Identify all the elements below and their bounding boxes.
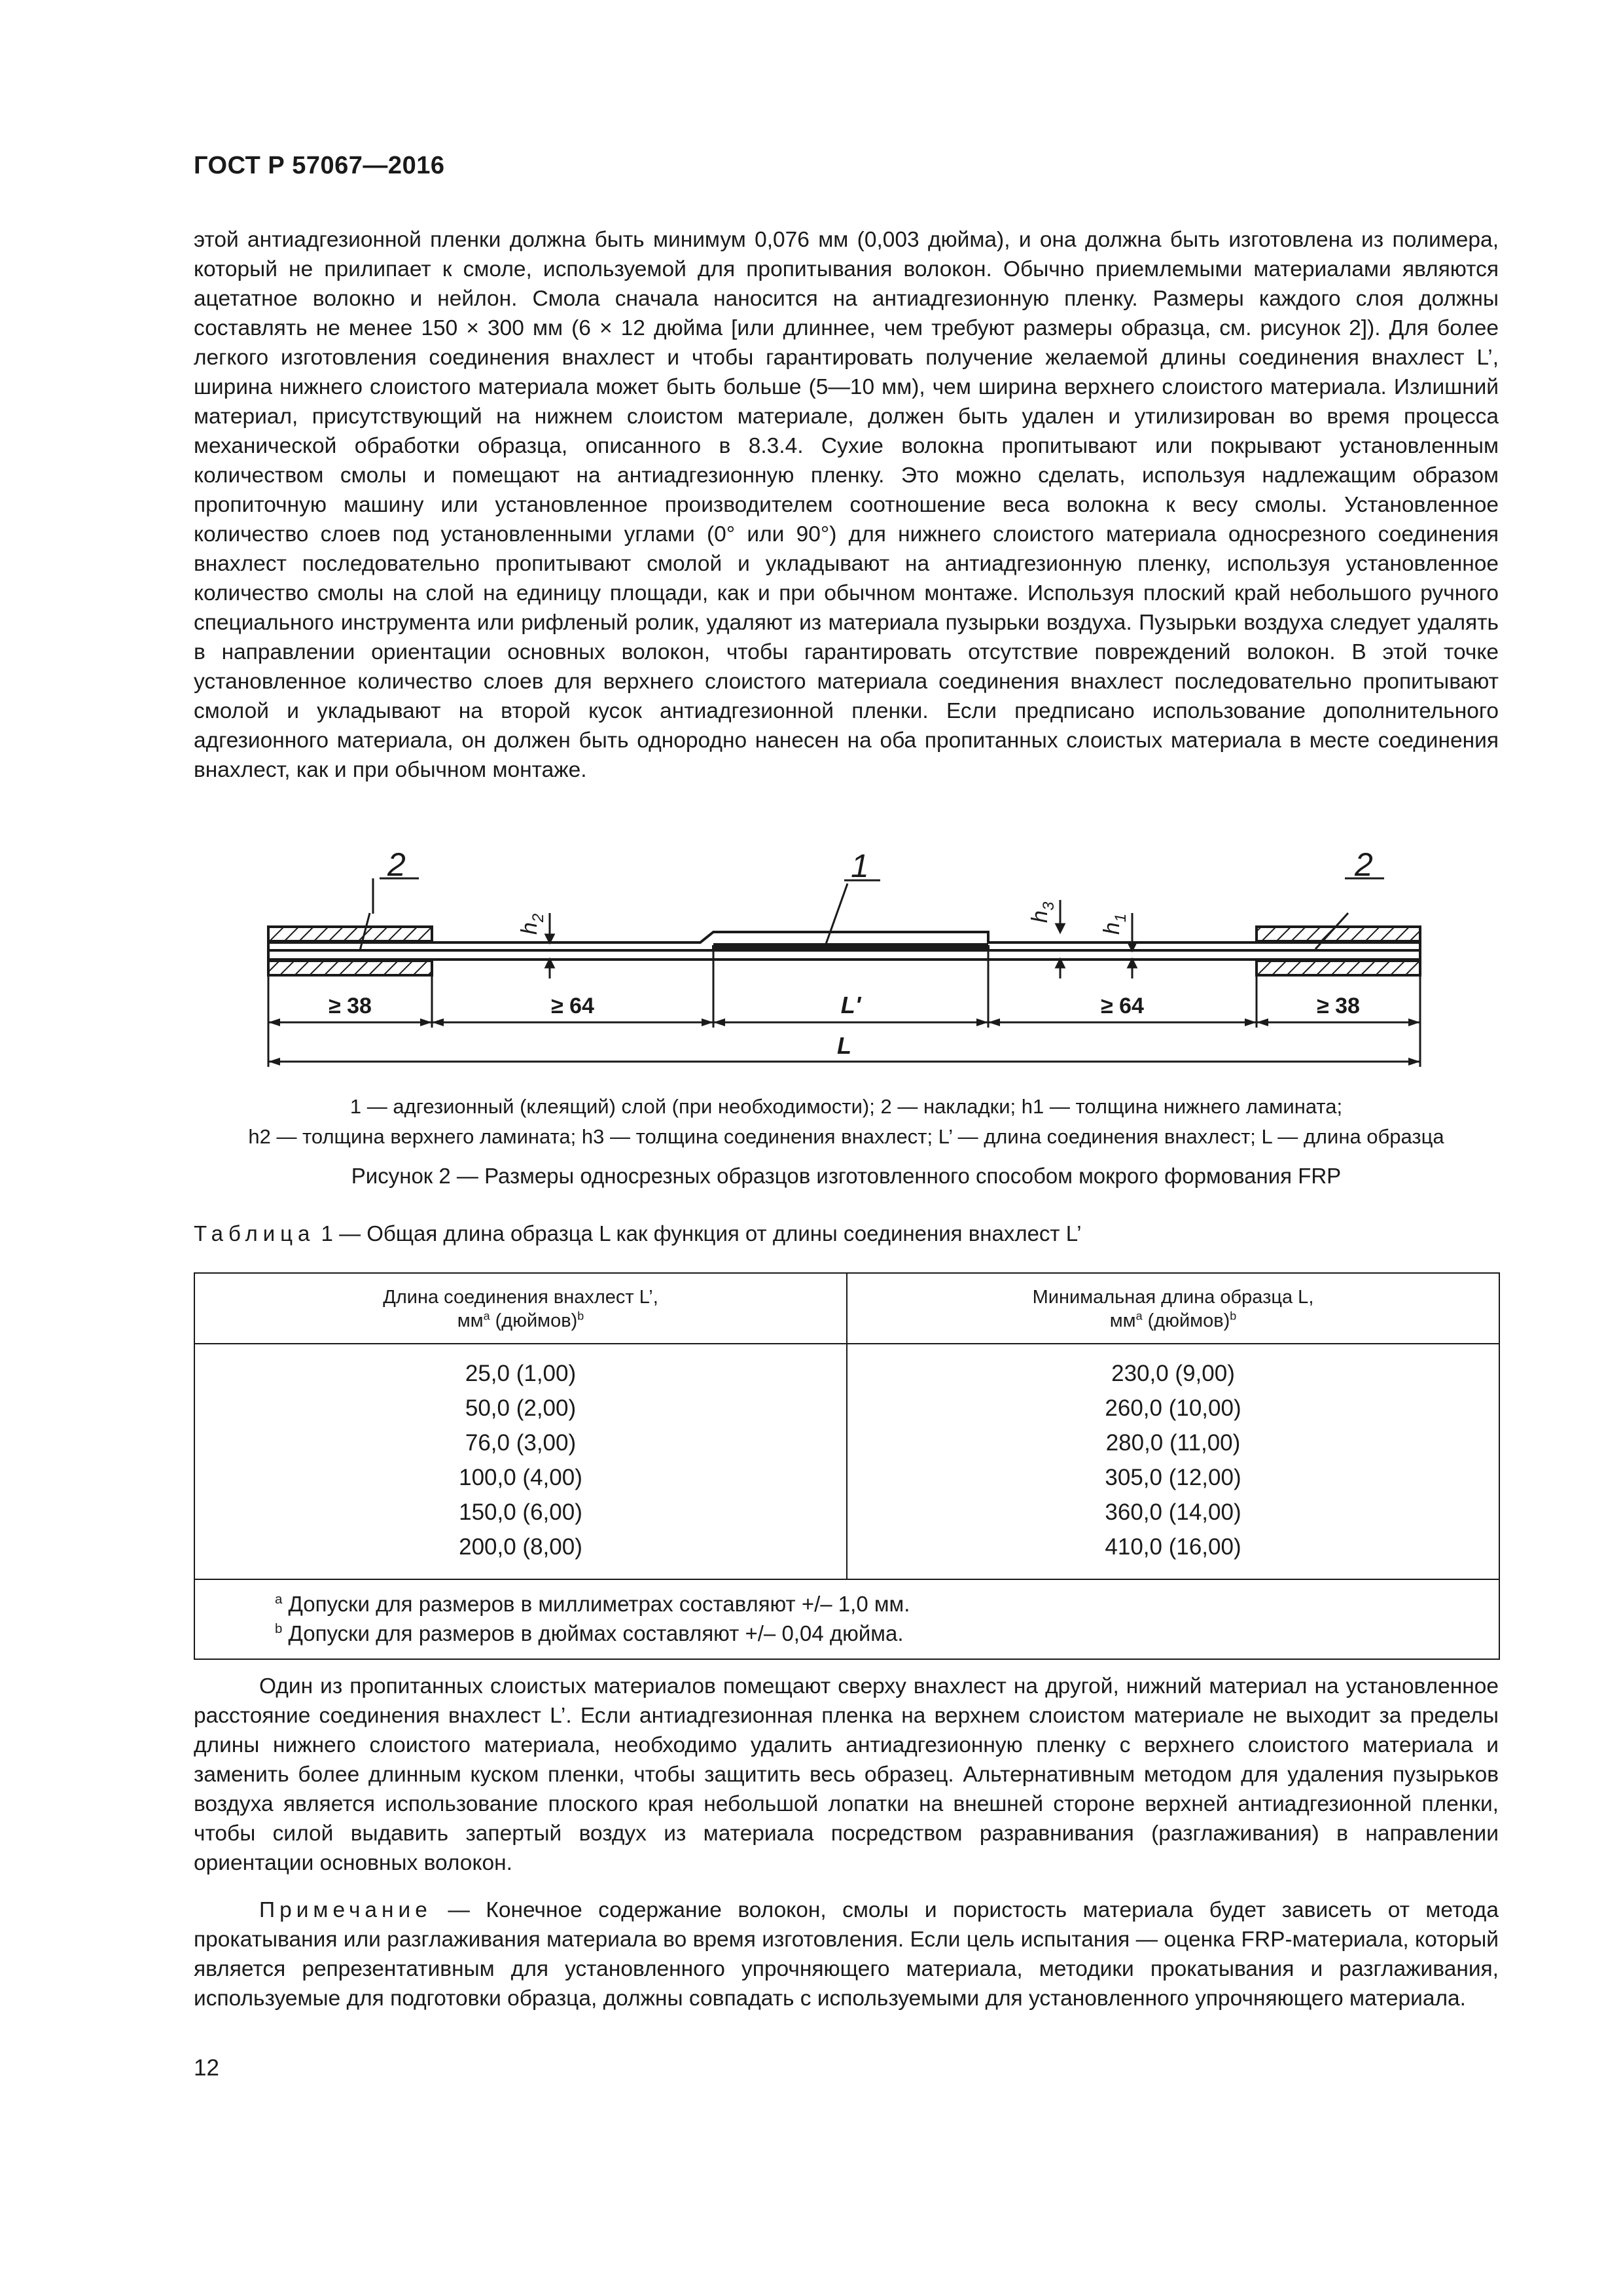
dim-38-right: ≥ 38 bbox=[1317, 994, 1360, 1018]
dim-38-left: ≥ 38 bbox=[329, 994, 372, 1018]
document-header: ГОСТ Р 57067—2016 bbox=[194, 152, 445, 179]
table-cell: 305,0 (12,00) bbox=[1105, 1465, 1241, 1490]
table-caption bbox=[194, 1221, 1082, 1246]
label-h1: $h_1$ bbox=[1099, 913, 1130, 935]
figure-2-specimen-diagram bbox=[255, 851, 1466, 1073]
table-caption-word: Таблица bbox=[194, 1221, 315, 1246]
figure-legend-line-2: h2 — толщина верхнего ламината; h3 — толщина соединения внахлест; L’ — длина соединения внахлест; L — длина образца bbox=[248, 1125, 1444, 1148]
dim-64-left: ≥ 64 bbox=[551, 994, 594, 1018]
table-cell: 280,0 (11,00) bbox=[1105, 1430, 1241, 1456]
table-cell: 50,0 (2,00) bbox=[465, 1395, 577, 1421]
footnote-b: $^b$ Допуски для размеров в дюймах составляют +/– 0,04 дюйма. bbox=[275, 1621, 904, 1645]
table-header-right: Минимальная длина образца L, $мм^a$ (дюймов)$^b$ bbox=[847, 1273, 1499, 1344]
figure-legend-line-1: 1 — адгезионный (клеящий) слой (при необходимости); 2 — накладки; h1 — толщина нижнего ламината; bbox=[349, 1095, 1343, 1118]
label-1: 1 bbox=[851, 851, 869, 884]
table-cell: 260,0 (10,00) bbox=[1105, 1395, 1241, 1421]
dim-total: L bbox=[837, 1032, 851, 1059]
dim-64-right: ≥ 64 bbox=[1101, 994, 1144, 1018]
table-cell: 360,0 (14,00) bbox=[1105, 1499, 1241, 1525]
note-label: Примечание bbox=[259, 1898, 432, 1922]
adhesive-layer bbox=[713, 943, 988, 950]
table-1 bbox=[194, 1272, 1500, 1660]
label-2-right: 2 bbox=[1355, 851, 1373, 883]
table-cell: 100,0 (4,00) bbox=[459, 1465, 582, 1490]
paragraph-2: Один из пропитанных слоистых материалов помещают сверху внахлест на другой, нижний материал на установленное расстояние соединения внахлест L’. Если антиадгезионная пленка на верхнем слоистом материале не выходит за пределы длины нижнего слоистого материала, необходимо удалить антиадгезионную пленку с верхнего слоистого материала и заменить более длинным куском пленки, чтобы защитить весь образец. Альтернативным методом для удаления пузырьков воздуха является использование плоского края небольшой лопатки на внешней стороне верхней антиадгезионной пленки, чтобы силой выдавить запертый воздух из материала посредством разравнивания (разглаживания) в направлении ориентации основных волокон. bbox=[194, 1674, 1499, 1875]
table-cell: 410,0 (16,00) bbox=[1105, 1534, 1241, 1560]
table-caption-text: 1 — Общая длина образца L как функция от длины соединения внахлест L’ bbox=[315, 1221, 1082, 1246]
table-column-lap-length bbox=[194, 1344, 847, 1579]
table-header-left: Длина соединения внахлест L’, $мм^a$ (дюймов)$^b$ bbox=[194, 1273, 847, 1344]
label-2-left: 2 bbox=[387, 851, 406, 883]
figure-caption: Рисунок 2 — Размеры односрезных образцов изготовленного способом мокрого формования FRP bbox=[351, 1164, 1342, 1188]
label-h3: $h_3$ bbox=[1027, 901, 1058, 923]
page-number: 12 bbox=[194, 2055, 219, 2081]
table-cell: 150,0 (6,00) bbox=[459, 1499, 582, 1525]
table-column-specimen-length bbox=[847, 1344, 1499, 1579]
note-paragraph bbox=[194, 1895, 1499, 2013]
note-text: — Конечное содержание волокон, смолы и пористость материала будет зависеть от метода прокатывания или разглаживания материала во время изготовления. Если цель испытания — оценка FRP-материала, который является репрезентативным для установленного упрочняющего материала, методики прокатывания и разглаживания, используемые для подготовки образца, должны совпадать с используемыми для установленного упрочняющего материала. bbox=[194, 1898, 1499, 2011]
specimen-lower-laminate bbox=[268, 950, 1420, 960]
table-cell: 25,0 (1,00) bbox=[465, 1361, 577, 1386]
footnote-a: $^a$ Допуски для размеров в миллиметрах составляют +/– 1,0 мм. bbox=[275, 1592, 910, 1616]
table-cell: 76,0 (3,00) bbox=[465, 1430, 577, 1456]
table-cell: 200,0 (8,00) bbox=[459, 1534, 582, 1560]
label-h2: $h_2$ bbox=[517, 913, 547, 935]
paragraph-1: этой антиадгезионной пленки должна быть минимум 0,076 мм (0,003 дюйма), и она должна быть изготовлена из полимера, который не прилипает к смоле, используемой для пропитывания волокон. Обычно приемлемыми материалами являются ацетатное волокно и нейлон. Смола сначала наносится на антиадгезионную пленку. Размеры каждого слоя должны составлять не менее 150 × 300 мм (6 × 12 дюйма [или длиннее, чем требуют размеры образца, см. рисунок 2]). Для более легкого изготовления соединения внахлест и чтобы гарантировать получение желаемой длины соединения внахлест L’, ширина нижнего слоистого материала может быть больше (5—10 мм), чем ширина верхнего слоистого материала. Излишний материал, присутствующий на нижнем слоистом материале, должен быть удален и утилизирован во время процесса механической обработки образца, описанного в 8.3.4. Сухие волокна пропитывают или покрывают установленным количеством смолы и помещают на антиадгезионную пленку. Это можно сделать, используя надлежащим образом пропиточную машину или установленное производителем соотношение веса волокна к весу смолы. Установленное количество слоев под установленными углами (0° или 90°) для нижнего слоистого материала односрезного соединения внахлест последовательно пропитывают смолой и укладывают на антиадгезионную пленку, используя установленное количество смолы на слой на единицу площади, как и при обычном монтаже. Используя плоский край небольшого ручного специального инструмента или рифленый ролик, удаляют из материала пузырьки воздуха. Пузырьки воздуха следует удалять в направлении ориентации основных волокон, чтобы гарантировать отсутствие повреждений волокон. В этой точке установленное количество слоев для верхнего слоистого материала соединения внахлест последовательно пропитывают смолой и укладывают на второй кусок антиадгезионной пленки. Если предписано использование дополнительного адгезионного материала, он должен быть однородно нанесен на оба пропитанных слоистых материала в месте соединения внахлест, как и при обычном монтаже. bbox=[194, 228, 1499, 782]
table-cell: 230,0 (9,00) bbox=[1111, 1361, 1235, 1386]
table-footnotes bbox=[194, 1579, 1499, 1659]
dim-overlap: L' bbox=[840, 992, 861, 1018]
